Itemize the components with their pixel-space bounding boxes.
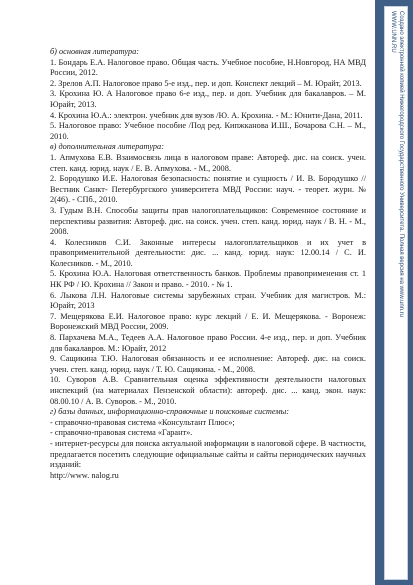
- reference-item: 2. Зрелов А.П. Налоговое право 5-е изд., пер. и доп. Конспект лекций – М. Юрайт, 2013.: [50, 78, 362, 88]
- reference-item: 4. Крохина Ю.А.: электрон. учебник для вузов /Ю. А. Крохина. - М.: Юнити-Дана, 2011.: [50, 110, 363, 120]
- side-ribbon: [375, 0, 413, 585]
- reference-item: 5. Налоговое право: Учебное пособие /Под ред. Кипжканова И.Ш., Бочарова С.Н. – М., 2010.: [50, 121, 366, 141]
- reference-item: 10. Суворов А.В. Сравнительная оценка эффективности деятельности налоговых инспекций (на материалах Пензенской области): автореф. дис. ... канд. экон. наук: 08.00.10 / А. В. Суворов. - М., 2010.: [50, 375, 366, 406]
- reference-item: http://www. nalog.ru: [50, 470, 119, 480]
- ribbon-watermark-text: [385, 7, 407, 579]
- reference-item: 9. Сащикина Т.Ю. Налоговая обязанность и ее исполнение: Автореф. дис. на соиск. учен. степ. канд. юрид. наук / Т. Ю. Сащикина. - М., 2008.: [50, 354, 366, 374]
- section-heading: г) базы данных, информационно-справочные и поисковые системы:: [50, 407, 290, 417]
- reference-item: 1. Апмухова Е.В. Взаимосвязь лица в налоговом праве: Автореф. дис. на соиск. учен. степ. канд. юрид. наук / Е. В. Апмухова. - М., 2008.: [50, 152, 366, 173]
- reference-item: 5. Крохина Ю.А. Налоговая ответственность банков. Проблемы правоприменения ст. 1 НК РФ / Ю. Крохина // Закон и право. - 2010. - № 1.: [50, 269, 366, 290]
- reference-item: - справочно-правовая система «Консультант Плюс»;: [50, 417, 235, 427]
- ribbon-line-2: WWW.UNN.RU: [390, 11, 396, 53]
- reference-item: 4. Колесников С.И. Законные интересы налогоплательщиков и их учет в правоприменительной деятельности: дис. ... канд. юрид. наук: 12.00.14 / С. И. Колесников. - М., 2010.: [50, 237, 366, 268]
- reference-item: 6. Лыкова Л.Н. Налоговые системы зарубежных стран. Учебник для магистров. М.: Юрайт, 2013: [50, 290, 366, 311]
- section-heading: б) основная литература:: [50, 47, 140, 56]
- document-text: [50, 47, 366, 481]
- reference-item: 8. Пархачева М.А., Тедеев А.А. Налоговое право России. 4-е изд., пер. и доп. Учебник для бакалавров. М.: Юрайт, 2012: [50, 333, 366, 353]
- reference-item: - справочно-правовая система «Гарант».: [50, 428, 193, 438]
- reference-item: 3. Гудым В.Н. Способы защиты прав налогоплательщиков: Современное состояние и перспективы развития: Автореф. дис. на соиск. учен. степ. канд. юрид. наук / В. Н. - М., 2008.: [50, 205, 366, 237]
- reference-item: - интернет-ресурсы для поиска актуальной информации в налоговой сфере. В частности, предлагается посетить следующие официальные сайты и сайты периодических научных изданий:: [50, 438, 366, 470]
- reference-item: 7. Мещерякова Е.И. Налоговое право: курс лекций / Е. И. Мещерякова. - Воронеж: Воронежский МВД России, 2009.: [50, 311, 366, 332]
- ribbon-line-1: Создано электронной копией Нижегородского Государственного Университета. Полная версия на www.unn.ru: [398, 11, 404, 318]
- section-heading: в) дополнительная литература:: [50, 142, 164, 152]
- reference-item: 2. Бородушко И.Е. Налоговая безопасность: понятие и сущность / И. В. Бородушко // Вестник Санкт- Петербургского университета МВД России: науч. - теорет. журн. № 2(46). - СПб., 2010.: [50, 174, 366, 205]
- reference-item: 1. Бондарь Е.А. Налоговое право. Общая часть. Учебное пособие, Н.Новгород, НА МВД России, 2012.: [50, 57, 366, 78]
- ribbon-panel: [384, 6, 408, 580]
- reference-item: 3. Крохина Ю. А Налоговое право 6-е изд., пер. и доп. Учебник для бакалавров. – М. Юрайт, 2013.: [50, 89, 366, 109]
